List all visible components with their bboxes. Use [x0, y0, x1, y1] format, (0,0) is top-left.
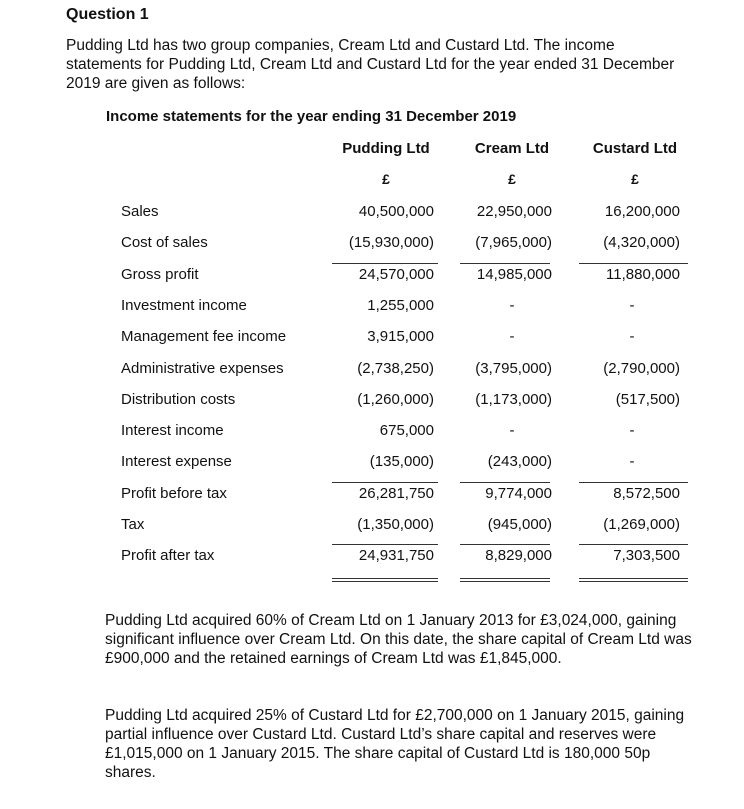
row-label: Profit after tax — [121, 547, 215, 564]
table-cell: - — [509, 297, 515, 314]
table-cell: (3,795,000) — [475, 360, 552, 377]
table-cell: - — [509, 422, 515, 439]
table-cell: (2,738,250) — [357, 360, 434, 377]
row-label: Profit before tax — [121, 485, 227, 502]
table-cell: 9,774,000 — [485, 485, 552, 502]
row-label: Gross profit — [121, 266, 199, 283]
table-cell: 24,570,000 — [358, 266, 434, 283]
table-cell: (7,965,000) — [475, 234, 552, 251]
total-double-rule — [460, 578, 550, 582]
table-cell: 40,500,000 — [358, 203, 434, 220]
column-header-pudding: Pudding Ltd — [342, 140, 430, 157]
table-cell: (15,930,000) — [348, 234, 434, 251]
subtotal-rule — [579, 263, 688, 264]
table-cell: (2,790,000) — [603, 360, 680, 377]
row-label: Interest income — [121, 422, 224, 439]
row-label: Management fee income — [121, 328, 287, 345]
table-cell: - — [509, 328, 515, 345]
column-header-custard: Custard Ltd — [592, 140, 678, 157]
table-title: Income statements for the year ending 31 December 2019 — [106, 108, 517, 125]
table-cell: (135,000) — [369, 453, 434, 470]
total-double-rule — [579, 578, 688, 582]
table-cell: 8,829,000 — [485, 547, 552, 564]
row-label: Administrative expenses — [121, 360, 284, 377]
table-cell: - — [629, 297, 635, 314]
subtotal-rule — [460, 544, 550, 545]
column-header-cream: Cream Ltd — [474, 140, 550, 157]
table-cell: (945,000) — [487, 516, 552, 533]
row-label: Investment income — [121, 297, 247, 314]
table-cell: 1,255,000 — [367, 297, 434, 314]
row-label: Cost of sales — [121, 234, 208, 251]
table-cell: 7,303,500 — [613, 547, 680, 564]
table-cell: (243,000) — [487, 453, 552, 470]
row-label: Sales — [121, 203, 159, 220]
table-cell: 14,985,000 — [476, 266, 552, 283]
question-intro: Pudding Ltd has two group companies, Cream Ltd and Custard Ltd. The income statements for Pudding Ltd, Cream Ltd and Custard Ltd for the year ended 31 December 2019 are given as follows: — [66, 37, 675, 92]
subtotal-rule — [460, 482, 550, 483]
table-cell: 8,572,500 — [613, 485, 680, 502]
note-paragraph-cream: Pudding Ltd acquired 60% of Cream Ltd on 1 January 2013 for £3,024,000, gaining significant influence over Cream Ltd. On this date, the share capital of Cream Ltd was £900,000 and the retained earnings of Cream Ltd was £1,845,000. — [105, 612, 692, 667]
table-cell: (1,173,000) — [475, 391, 552, 408]
currency-custard: £ — [631, 171, 639, 187]
table-cell: (4,320,000) — [603, 234, 680, 251]
table-cell: 22,950,000 — [476, 203, 552, 220]
subtotal-rule — [579, 482, 688, 483]
table-cell: (517,500) — [615, 391, 680, 408]
table-cell: 11,880,000 — [606, 266, 680, 283]
row-label: Tax — [121, 516, 145, 533]
subtotal-rule — [579, 544, 688, 545]
subtotal-rule — [460, 263, 550, 264]
subtotal-rule — [332, 482, 438, 483]
question-title: Question 1 — [66, 6, 149, 23]
table-cell: 26,281,750 — [358, 485, 434, 502]
row-label: Distribution costs — [121, 391, 236, 408]
table-cell: 24,931,750 — [358, 547, 434, 564]
table-cell: 3,915,000 — [367, 328, 434, 345]
table-cell: - — [629, 328, 635, 345]
table-cell: (1,260,000) — [357, 391, 434, 408]
currency-pudding: £ — [382, 171, 390, 187]
total-double-rule — [332, 578, 438, 582]
table-cell: 675,000 — [379, 422, 434, 439]
currency-cream: £ — [508, 171, 516, 187]
table-cell: (1,350,000) — [357, 516, 434, 533]
row-label: Interest expense — [121, 453, 232, 470]
table-cell: 16,200,000 — [604, 203, 680, 220]
subtotal-rule — [332, 544, 438, 545]
table-cell: (1,269,000) — [603, 516, 680, 533]
subtotal-rule — [332, 263, 438, 264]
table-cell: - — [629, 422, 635, 439]
note-paragraph-custard: Pudding Ltd acquired 25% of Custard Ltd for £2,700,000 on 1 January 2015, gaining partial influence over Custard Ltd. Custard Ltd’s share capital and reserves were £1,015,000 on 1 January 2015. The share capital of Custard Ltd is 180,000 50p shares. — [105, 707, 685, 781]
table-cell: - — [629, 453, 635, 470]
